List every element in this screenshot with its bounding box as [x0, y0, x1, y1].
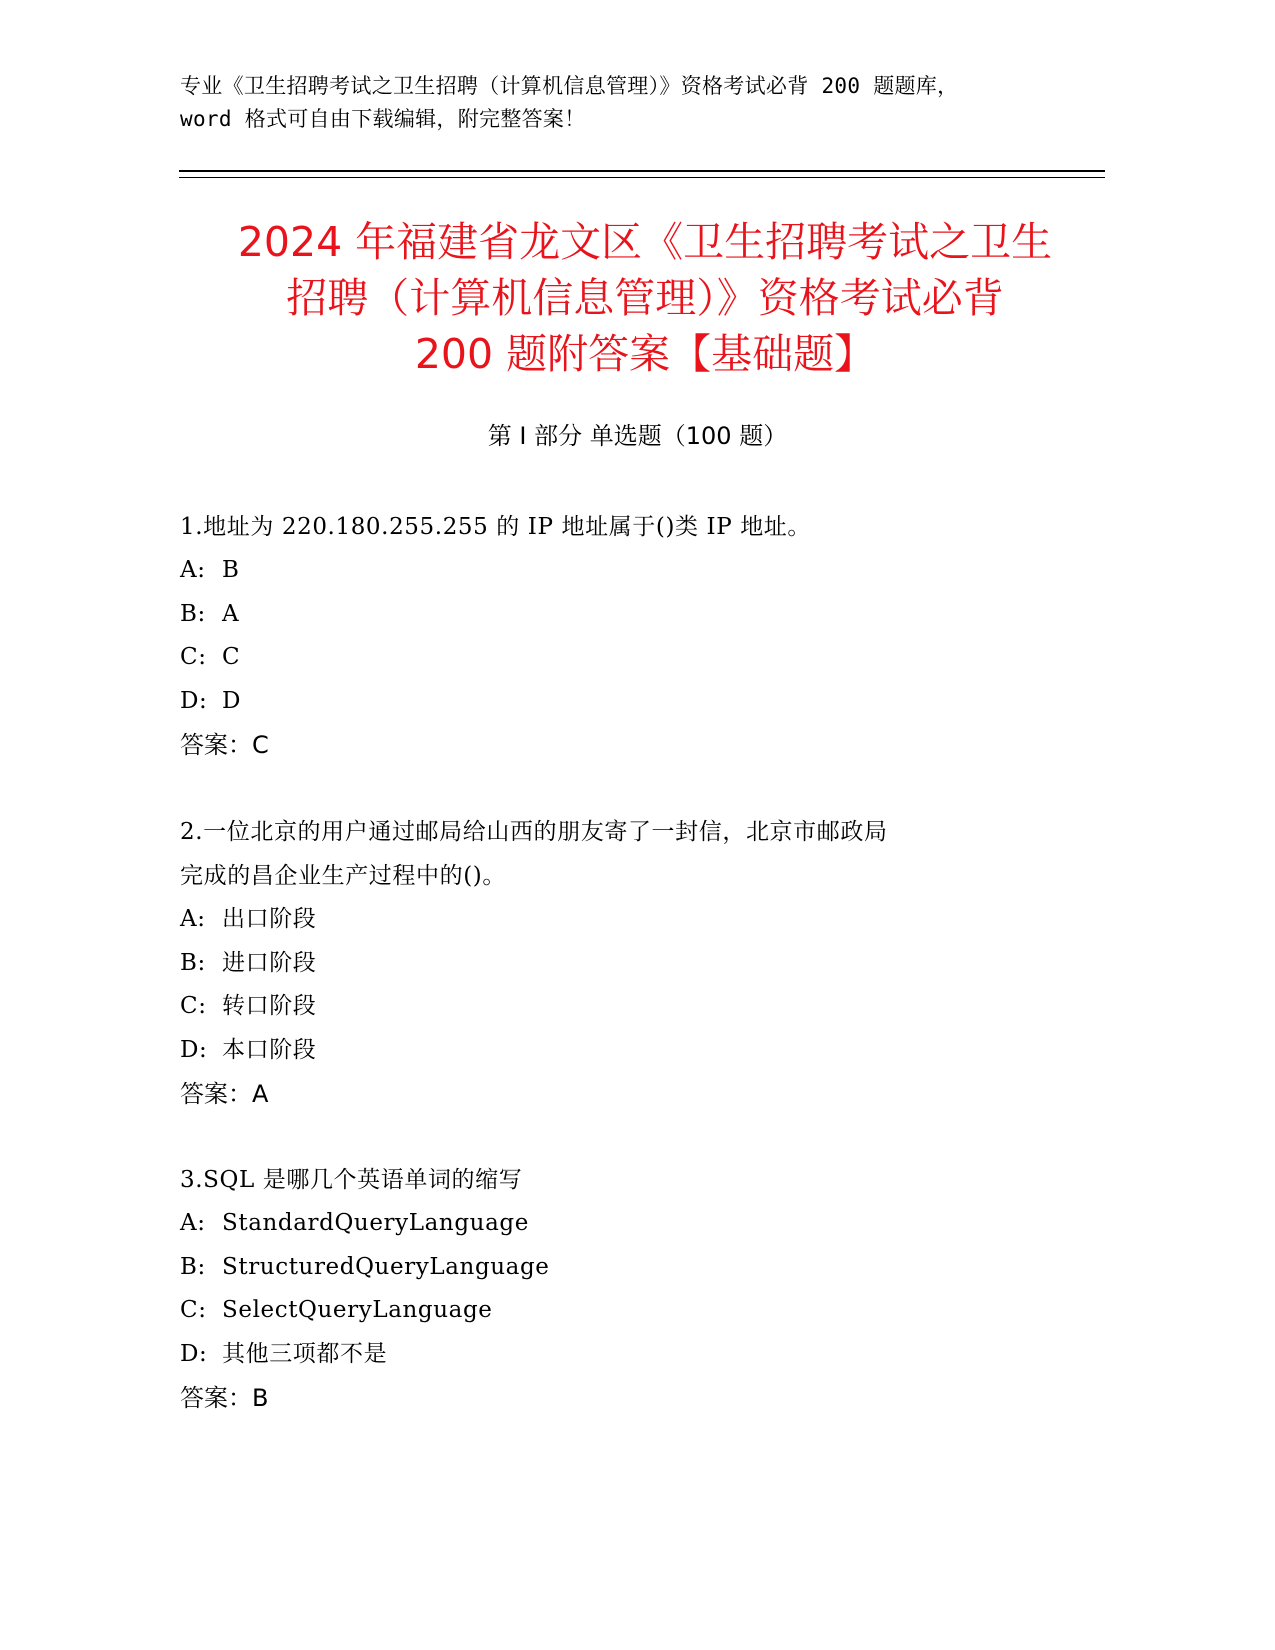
answer: 答案：A: [180, 1080, 269, 1109]
option-letter: B:: [180, 1253, 206, 1280]
question-text: 3.SQL 是哪几个英语单词的缩写: [180, 1167, 523, 1193]
option-letter: B:: [180, 600, 206, 627]
option-letter: A:: [180, 1210, 206, 1236]
option-text: 转口阶段: [222, 993, 317, 1020]
option-d: [180, 1333, 1080, 1377]
document-title: [140, 214, 1150, 382]
section-heading: 第 I 部分 单选题（100 题）: [487, 422, 788, 450]
option-letter: D:: [180, 1036, 208, 1063]
question-text: 1.地址为 220.180.255.255 的 IP 地址属于()类 IP 地址。: [180, 514, 812, 540]
option-letter: A:: [180, 557, 206, 583]
header-rule-thick: [179, 170, 1105, 172]
option-c: [180, 636, 1080, 680]
option-text: SelectQueryLanguage: [222, 1297, 493, 1324]
question-text-line-1: 2.一位北京的用户通过邮局给山西的朋友寄了一封信，北京市邮政局: [180, 819, 888, 845]
option-text: B: [222, 557, 240, 583]
header-rule-thin: [179, 177, 1105, 178]
option-letter: C:: [180, 993, 207, 1020]
option-text: 进口阶段: [222, 949, 317, 976]
option-c: [180, 1289, 1080, 1333]
option-text: D: [222, 687, 242, 714]
option-a: [180, 549, 1080, 593]
option-d: [180, 680, 1080, 724]
question-2: [180, 810, 1080, 1116]
option-text: A: [222, 600, 240, 627]
header-note-line-1: 专业《卫生招聘考试之卫生招聘（计算机信息管理）》资格考试必背 200 题题库，: [180, 74, 959, 98]
option-letter: A:: [180, 906, 206, 932]
option-letter: D:: [180, 687, 208, 714]
option-letter: C:: [180, 1297, 207, 1324]
option-d: [180, 1029, 1080, 1073]
option-text: C: [222, 644, 241, 671]
option-letter: D:: [180, 1340, 208, 1367]
answer: 答案：B: [180, 1384, 269, 1413]
option-text: StandardQueryLanguage: [222, 1210, 529, 1236]
option-letter: C:: [180, 644, 207, 671]
document-title-line-1: 2024 年福建省龙文区《卫生招聘考试之卫生: [237, 218, 1053, 266]
option-b: [180, 1246, 1080, 1290]
question-3: [180, 1158, 1080, 1420]
option-text: StructuredQueryLanguage: [222, 1253, 550, 1280]
option-letter: B:: [180, 949, 206, 976]
document-title-line-3: 200 题附答案【基础题】: [414, 330, 876, 378]
option-a: [180, 898, 1080, 942]
option-text: 其他三项都不是: [222, 1340, 388, 1367]
option-text: 本口阶段: [222, 1036, 317, 1063]
option-text: 出口阶段: [222, 906, 317, 932]
question-1: [180, 505, 1080, 767]
option-b: [180, 942, 1080, 986]
header-note-line-2: word 格式可自由下载编辑，附完整答案！: [180, 107, 586, 131]
question-text-line-2: 完成的昌企业生产过程中的()。: [180, 863, 506, 889]
option-b: [180, 593, 1080, 637]
option-c: [180, 985, 1080, 1029]
document-title-line-2: 招聘（计算机信息管理）》资格考试必背: [286, 274, 1004, 322]
header-note: [180, 70, 1120, 136]
option-a: [180, 1202, 1080, 1246]
answer: 答案：C: [180, 731, 269, 760]
